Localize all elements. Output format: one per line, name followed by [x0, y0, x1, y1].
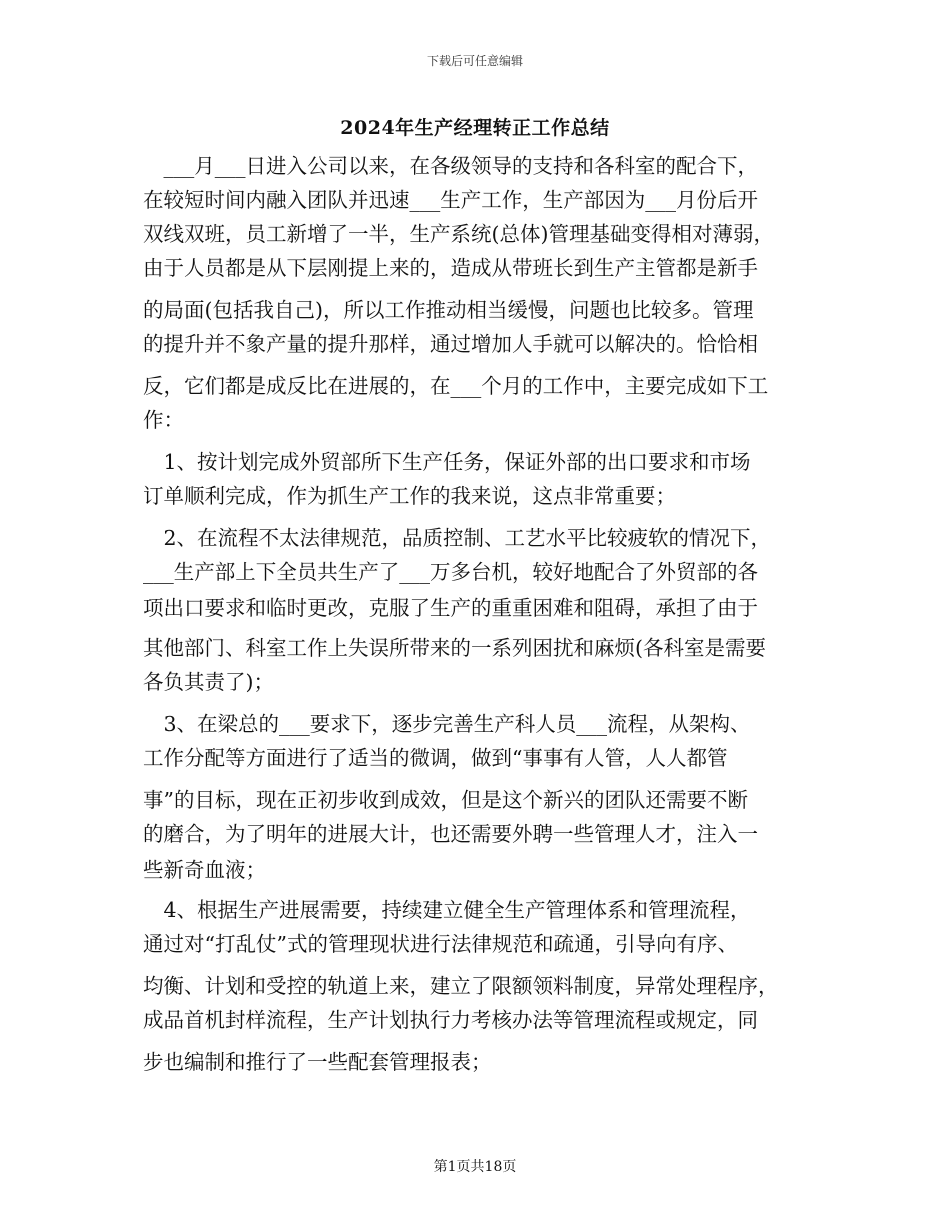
body-line: 均衡、计划和受控的轨道上来，建立了限额领料制度，异常处理程序， [143, 974, 779, 998]
body-line: 订单顺利完成，作为抓生产工作的我来说，这点非常重要； [143, 484, 676, 508]
body-line: 成品首机封样流程，生产计划执行力考核办法等管理流程或规定，同 [143, 1008, 758, 1032]
body-line: 1、按计划完成外贸部所下生产任务，保证外部的出口要求和市场 [143, 450, 751, 474]
body-line: 由于人员都是从下层刚提上来的，造成从带班长到生产主管都是新手 [143, 256, 758, 280]
body-line: 的局面(包括我自己)，所以工作推动相当缓慢，问题也比较多。管理 [143, 298, 754, 322]
body-line: 通过对“打乱仗”式的管理现状进行法律规范和疏通，引导向有序、 [143, 932, 738, 956]
body-line: 各负其责了)； [143, 670, 274, 694]
body-line: 工作分配等方面进行了适当的微调，做到“事事有人管，人人都管 [143, 746, 728, 770]
page-number: 第1页共18页 [433, 1159, 517, 1175]
body-line: 3、在梁总的___要求下，逐步完善生产科人员___流程，从架构、 [143, 712, 751, 736]
body-line: 事”的目标，现在正初步收到成效，但是这个新兴的团队还需要不断 [143, 788, 748, 812]
body-line: 2、在流程不太法律规范，品质控制、工艺水平比较疲软的情况下， [143, 526, 772, 550]
body-line: 4、根据生产进展需要，持续建立健全生产管理体系和管理流程， [143, 898, 751, 922]
body-line: 双线双班，员工新增了一半，生产系统(总体)管理基础变得相对薄弱， [143, 222, 774, 246]
body-line: 的磨合，为了明年的进展大计，也还需要外聘一些管理人才，注入一 [143, 822, 758, 846]
body-line: 其他部门、科室工作上失误所带来的一系列困扰和麻烦(各科室是需要 [143, 636, 766, 660]
body-line: 步也编制和推行了一些配套管理报表； [143, 1050, 492, 1074]
body-line: 在较短时间内融入团队并迅速___生产工作，生产部因为___月份后开 [143, 188, 758, 212]
body-line: ___生产部上下全员共生产了___万多台机，较好地配合了外贸部的各 [143, 560, 758, 584]
header-note: 下载后可任意编辑 [426, 54, 523, 68]
document-title: 2024年生产经理转正工作总结 [340, 117, 610, 139]
body-line: 作： [143, 408, 184, 432]
body-line: 的提升并不象产量的提升那样，通过增加人手就可以解决的。恰恰相 [143, 332, 758, 356]
body-line: ___月___日进入公司以来，在各级领导的支持和各科室的配合下， [143, 154, 758, 178]
body-line: 反，它们都是成反比在进展的，在___个月的工作中，主要完成如下工 [143, 374, 769, 398]
body-line: 项出口要求和临时更改，克服了生产的重重困难和阻碍，承担了由于 [143, 596, 758, 620]
body-line: 些新奇血液； [143, 858, 266, 882]
